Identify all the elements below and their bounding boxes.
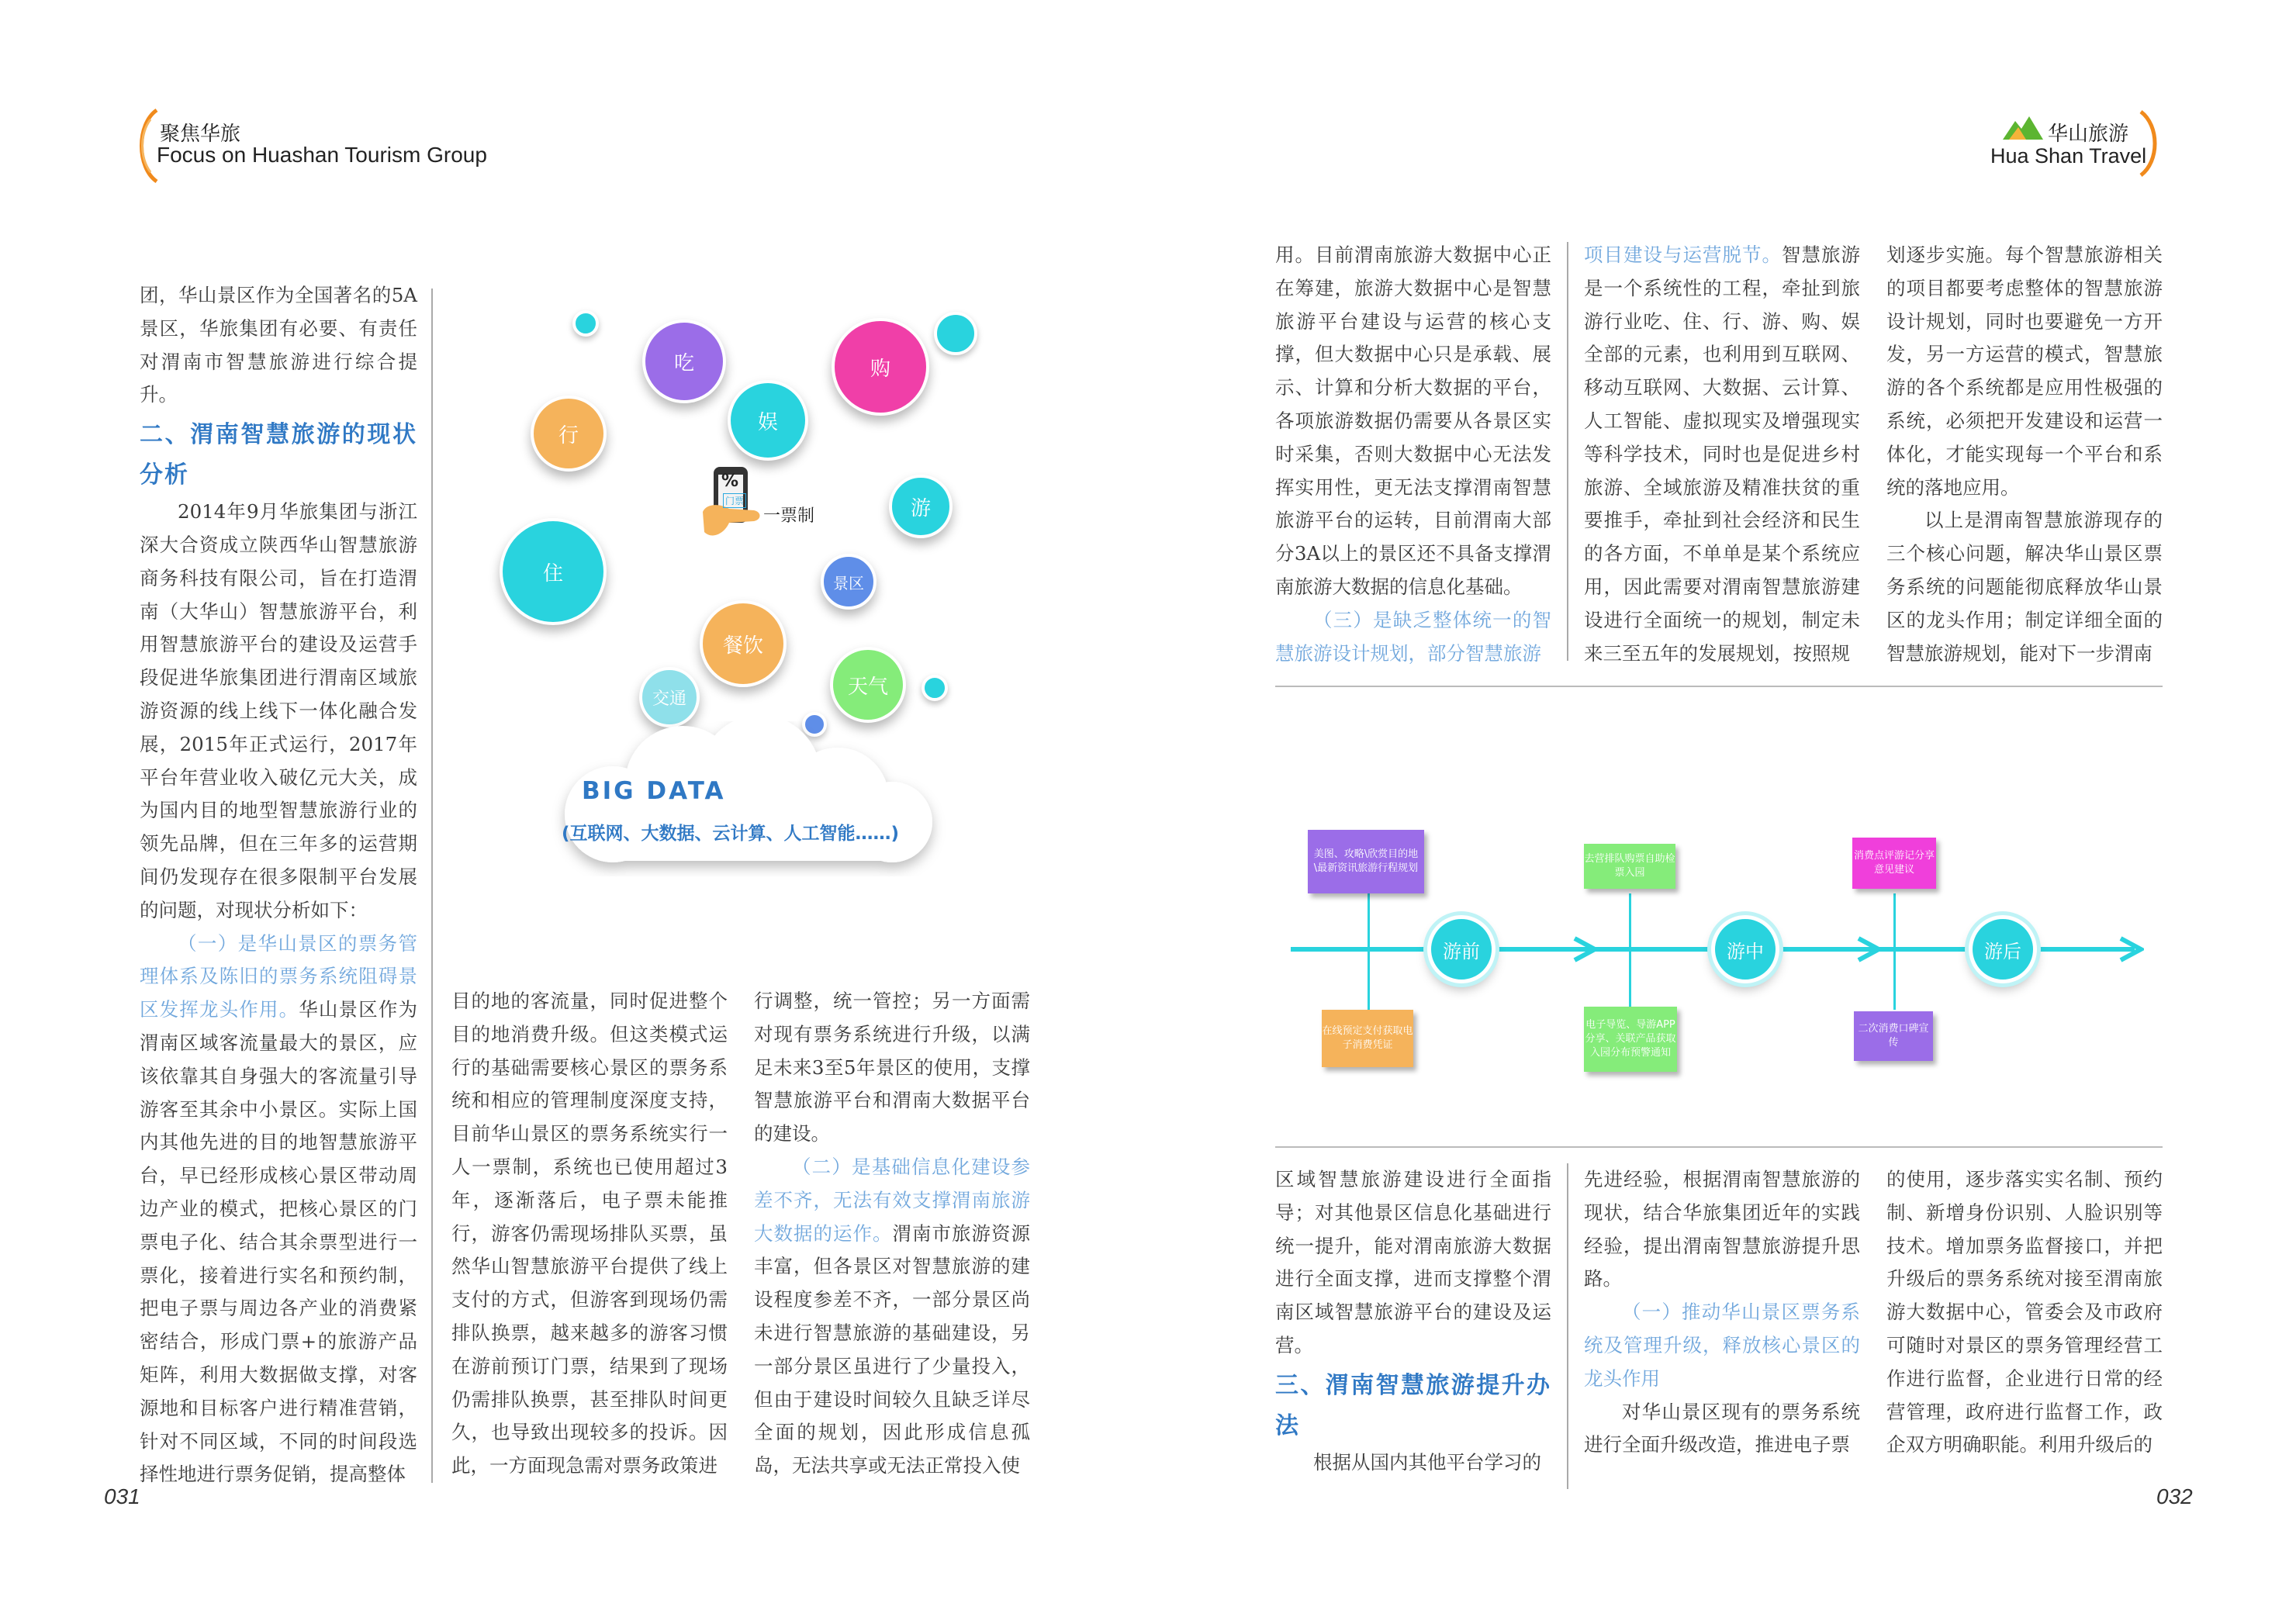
- timeline-box-bottom-3: 二次消费口碑宣传: [1854, 1011, 1933, 1061]
- right-bottom-col2-text2: 对华山景区现有的票务系统进行全面升级改造，推进电子票: [1584, 1400, 1860, 1456]
- left-col-2: [451, 985, 728, 1483]
- right-bottom-rule: [1275, 1146, 2163, 1148]
- sub3-blue: （三）是缺乏整体统一的智慧旅游设计规划，部分智慧旅游: [1275, 608, 1551, 665]
- right-top-col3-text2: 以上是渭南智慧旅游现存的三个核心问题，解决华山景区票务系统的问题能彻底释放华山景区的龙头作用；制定详细全面的智慧旅游规划，能对下一步渭南: [1886, 509, 2163, 665]
- right-top-divider: [1567, 242, 1568, 661]
- left-col3-text1: 行调整，统一管控；另一方面需对现有票务系统进行升级，以满足未来3至5年景区的使用，支撑智慧旅游平台和渭南大数据平台的建设。: [754, 990, 1030, 1145]
- right-top-col3-text1: 划逐步实施。每个智慧旅游相关的项目都要考虑整体的智慧旅游设计规划，同时也要避免一方开发，另一方运营的模式，智慧旅游的各个系统都是应用性极强的系统，必须把开发建设和运营一体化，才能实现每一个平台和系统的落地应用。: [1886, 244, 2163, 499]
- left-col-1: [140, 279, 417, 1491]
- right-top-col-3: [1886, 239, 2163, 670]
- left-col1-sub1: [140, 928, 417, 1492]
- sub2-blue: （二）是基础信息化建设参差不齐，无法有效支撑渭南旅游大数据的运作。: [754, 1155, 1030, 1245]
- right-top-col1-text: 用。目前渭南旅游大数据中心正在筹建，旅游大数据中心是智慧旅游平台建设与运营的核心支撑，但大数据中心只是承载、展示、计算和分析大数据的平台，各项旅游数据仍需要从各景区实时采集，否则大数据中心无法发挥实用性，更无法支撑渭南智慧旅游平台的运转，目前渭南大部分3A以上的景区还不具备支撑渭南旅游大数据的信息化基础。: [1275, 244, 1551, 598]
- dot-cyan-2: [934, 312, 977, 355]
- sub2-text: 渭南市旅游资源丰富，但各景区对智慧旅游的建设程度参差不齐，一部分景区尚未进行智慧旅游的基础建设，另一部分景区虽进行了少量投入，但由于建设时间较久且缺乏详尽全面的规划，因此形成信息孤岛，无法共享或无法正常投入使: [754, 1221, 1030, 1477]
- orange-arc-logo-right: [2138, 109, 2164, 178]
- right-bottom-col-2: [1584, 1163, 1860, 1462]
- dot-cyan-1: [572, 310, 599, 337]
- timeline-box-top-3: 消费点评游记分享意见建议: [1852, 838, 1936, 889]
- right-bottom-col2-text: 先进经验，根据渭南智慧旅游的现状，结合华旅集团近年的实践经验，提出渭南智慧旅游提升思路。: [1584, 1168, 1860, 1291]
- bubble-scenic: 景区: [821, 554, 877, 610]
- phone-hand-icon: [698, 465, 771, 543]
- arrow-icon-2: [1855, 935, 1882, 963]
- right-bottom-col-1: [1275, 1163, 1551, 1480]
- bubble-entertain: 娱: [728, 380, 808, 461]
- timeline-box-bottom-2: 电子导览、导游APP分享、关联产品获取入园分布预警通知: [1584, 1007, 1677, 1072]
- section-heading-2: 二、渭南智慧旅游的现状分析: [140, 421, 417, 489]
- bubble-dining: 餐饮: [700, 600, 787, 687]
- left-col1-divider: [431, 289, 433, 1483]
- connector-3: [1893, 893, 1896, 1010]
- right-top-rule: [1275, 686, 2163, 687]
- stage-during-trip: 游中: [1711, 915, 1779, 983]
- travel-timeline: [1288, 822, 2156, 1078]
- cloud-title: BIG DATA: [582, 777, 726, 805]
- page-number-left: 031: [104, 1484, 140, 1508]
- stage-before-trip: 游前: [1427, 915, 1496, 983]
- connector-1: [1368, 893, 1370, 1010]
- bubble-shop: 购: [832, 318, 929, 416]
- right-bottom-col1-text2: 根据从国内其他平台学习的: [1313, 1450, 1541, 1474]
- section-heading-3: 三、渭南智慧旅游提升办法: [1275, 1371, 1551, 1439]
- page-number-right: 032: [2156, 1484, 2193, 1508]
- timeline-box-bottom-1: 在线预定支付获取电子消费凭证: [1322, 1010, 1413, 1067]
- arrow-icon-3: [2118, 935, 2144, 963]
- left-header: [130, 107, 565, 185]
- right-bottom-divider: [1567, 1163, 1568, 1489]
- right-bottom-col-3: [1886, 1163, 2163, 1462]
- one-ticket-label: 一票制: [763, 506, 815, 526]
- bubble-eat: 吃: [642, 320, 726, 403]
- right-bottom-col1-text: 区域智慧旅游建设进行全面指导；对其他景区信息化基础进行统一提升，能对渭南旅游大数据进行全面支撑，进而支撑整个渭南区域智慧旅游平台的建设及运营。: [1275, 1168, 1551, 1356]
- cloud-subtitle: (互联网、大数据、云计算、人工智能……): [562, 824, 900, 844]
- timeline-box-top-1: 美图、攻略\欣赏目的地\最新资讯旅游行程规划: [1308, 830, 1424, 893]
- left-header-title: 聚焦华旅: [160, 123, 241, 146]
- bubble-transport: 交通: [639, 667, 700, 727]
- right-top-col-1: [1275, 239, 1551, 670]
- phone-ticket-label: 门票: [723, 493, 746, 508]
- left-col1-para1: 2014年9月华旅集团与浙江深大合资成立陕西华山智慧旅游商务科技有限公司，旨在打造渭南（大华山）智慧旅游平台，利用智慧旅游平台的建设及运营手段促进华旅集团进行渭南区域旅游资源的线上线下一体化融合发展，2015年正式运行，2017年平台年营业收入破亿元大关，成为国内目的地型智慧旅游行业的领先品牌，但在三年多的运营期间仍发现存在很多限制平台发展的问题，对现状分析如下：: [140, 500, 417, 921]
- right-header-subtitle: Hua Shan Travel: [1990, 144, 2147, 168]
- arrow-icon-1: [1572, 935, 1598, 963]
- right-top-col2: [1584, 239, 1860, 670]
- mountain-logo-icon: [2001, 113, 2045, 141]
- right-header-title: 华山旅游: [2048, 123, 2129, 146]
- timeline-box-top-2: 去营排队购票自助检票入园: [1584, 844, 1675, 889]
- stage-after-trip: 游后: [1969, 915, 2037, 983]
- bubble-travel: 行: [531, 396, 607, 472]
- left-col2-text: 目的地的客流量，同时促进整个目的地消费升级。但这类模式运行的基础需要核心景区的票务系统和相应的管理制度深度支持，目前华山景区的票务系统实行一人一票制，系统也已使用超过3年，逐渐落后，电子票未能推行，游客仍需现场排队买票，虽然华山智慧旅游平台提供了线上支付的方式，但游客到现场仍需排队换票，越来越多的游客习惯在游前预订门票，结果到了现场仍需排队换票，甚至排队时间更久，也导致出现较多的投诉。因此，一方面现急需对票务政策进: [451, 990, 728, 1477]
- left-col1-intro: 团，华山景区作为全国著名的5A景区，华旅集团有必要、有责任对渭南市智慧旅游进行综合提升。: [140, 284, 417, 406]
- left-col-3: [754, 985, 1030, 1483]
- bubble-weather: 天气: [830, 647, 906, 723]
- right-header: [1986, 109, 2164, 186]
- sub1-blue: （一）是华山景区的票务管理体系及陈旧的票务系统阻碍景区发挥龙头作用。: [140, 931, 417, 1021]
- top-col2-blue: 项目建设与运营脱节。: [1584, 244, 1782, 266]
- right-top-col-2: [1584, 239, 1860, 670]
- phone-percent-icon: %: [721, 472, 739, 491]
- left-header-subtitle: Focus on Huashan Tourism Group: [157, 143, 487, 167]
- sub1-text: 华山景区作为渭南区域客流量最大的景区，应该依靠其自身强大的客流量引导游客至其余中小景区。实际上国内其他先进的目的地智慧旅游平台，早已经形成核心景区带动周边产业的模式，把核心景区的门票电子化、结合其余票型进行一票化，接着进行实名和预约制，把电子票与周边各产业的消费紧密结合，形成门票+的旅游产品矩阵，利用大数据做支撑，对客源地和目标客户进行精准营销，针对不同区域，不同的时间段选择性地进行票务促销，提高整体: [140, 998, 418, 1486]
- top-col2-text: 智慧旅游是一个系统性的工程，牵扯到旅游行业吃、住、行、游、购、娱全部的元素，也利用到互联网、移动互联网、大数据、云计算、人工智能、虚拟现实及增强现实等科学技术，同时也是促进乡村旅游、全域旅游及精准扶贫的重要推手，牵扯到社会经济和民生的各方面，不单单是某个系统应用，因此需要对渭南智慧旅游建设进行全面统一的规划，制定未来三至五年的发展规划，按照规: [1584, 244, 1860, 665]
- left-col3-sub2: [754, 1151, 1030, 1483]
- dot-cyan-3: [922, 675, 948, 701]
- right-bottom-col3-text: 的使用，逐步落实实名制、预约制、新增身份识别、人脸识别等技术。增加票务监督接口，并把升级后的票务系统对接至渭南旅游大数据中心，管委会及市政府可随时对景区的票务管理经营工作进行监督，企业进行日常的经营管理，政府进行监督工作，政企双方明确职能。利用升级后的: [1886, 1168, 2163, 1456]
- bubble-tour: 游: [889, 475, 953, 538]
- right-bottom-col2-sub: （一）推动华山景区票务系统及管理升级，释放核心景区的龙头作用: [1584, 1301, 1860, 1390]
- bubble-stay: 住: [500, 518, 607, 625]
- connector-2: [1629, 893, 1631, 1010]
- big-data-illustration: [465, 287, 1024, 907]
